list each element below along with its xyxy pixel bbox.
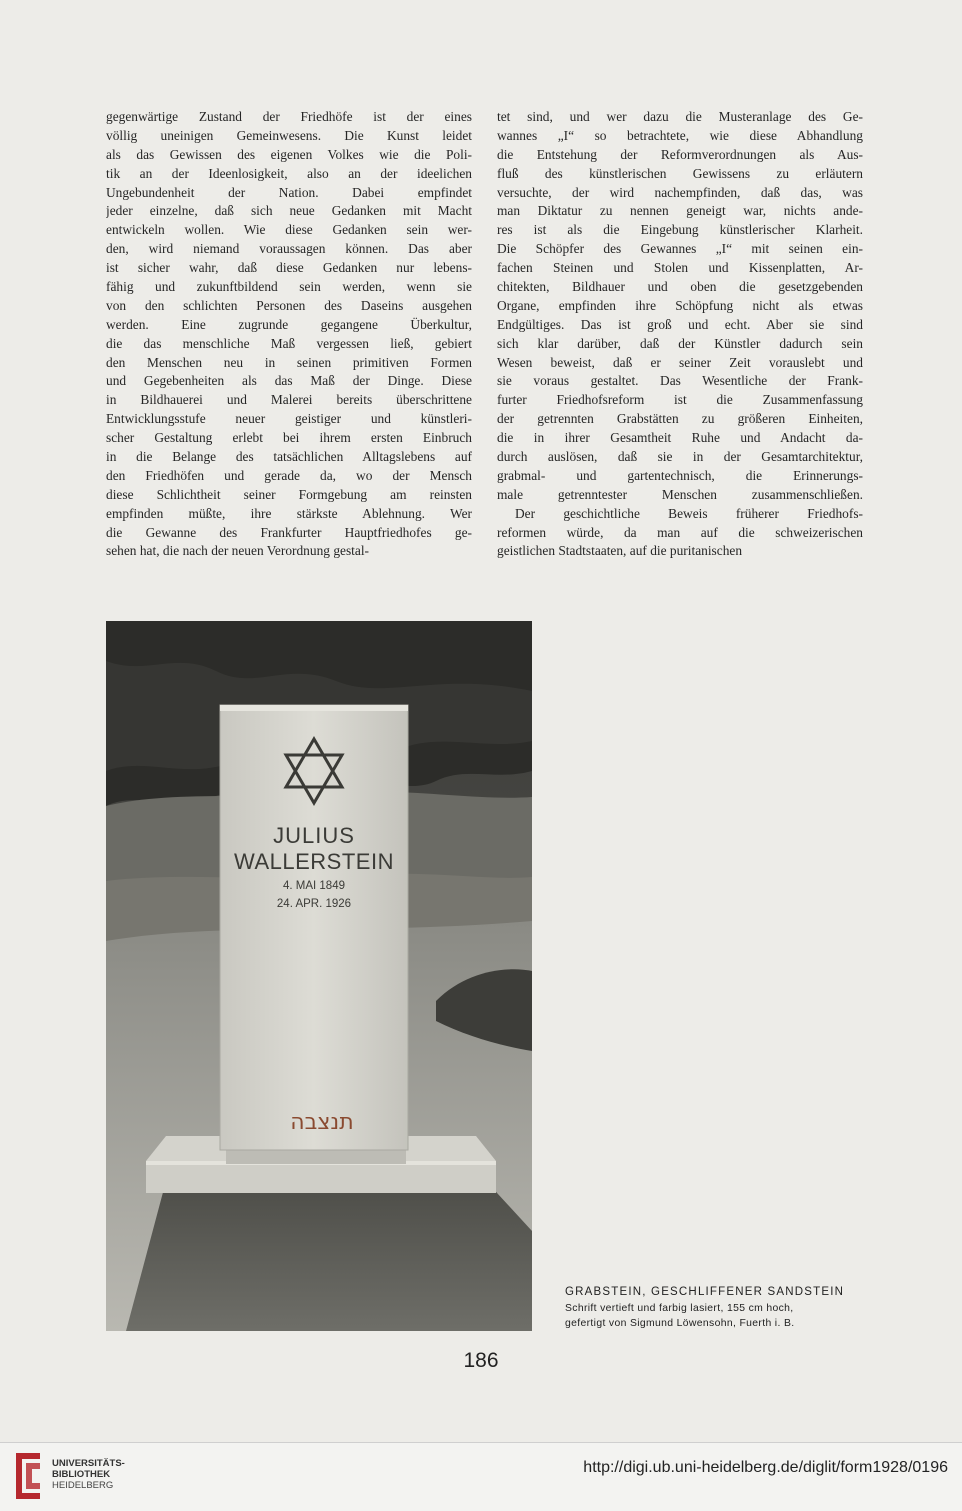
text-line: chitekten, Bildhauer und oben die gesetzgebenden	[497, 279, 863, 295]
text-line: der getrennten Grabstätten zu größeren Einheiten,	[497, 411, 863, 427]
text-line: Organe, empfinden ihre Schöpfung nicht als etwas	[497, 297, 863, 313]
text-line: sehen hat, die nach der neuen Verordnung gestal-	[106, 543, 370, 559]
text-line: Wesen beweist, daß er seiner Zeit vorauslebt und	[497, 354, 863, 370]
text-line: fähig und zukunftbildend sein werden, wenn sie	[106, 279, 472, 295]
text-line: Endgültiges. Das ist groß und echt. Aber sie sind	[497, 316, 863, 332]
text-line: in die Belange des tatsächlichen Alltagslebens auf	[106, 449, 472, 465]
text-line: geistlichen Stadtstaaten, auf die puritanischen	[497, 543, 743, 559]
stone-death-date: 24. APR. 1926	[276, 898, 352, 910]
text-line: die Gewanne des Frankfurter Hauptfriedhofes ge-	[106, 524, 472, 540]
text-line: die in ihrer Gesamtheit Ruhe und Andacht da-	[497, 430, 863, 446]
source-url-link[interactable]: http://digi.ub.uni-heidelberg.de/diglit/form1928/0196	[583, 1459, 948, 1476]
text-line: entwickeln wollen. Wie diese Gedanken sein wer-	[106, 222, 472, 238]
library-logo-text	[52, 1458, 125, 1491]
text-line: und Gegebenheiten als das Maß der Dinge. Diese	[106, 373, 472, 389]
text-line: fluß des künstlerischen Gewissens zu erläutern	[497, 165, 863, 181]
text-line: durch auslösen, daß sie in der Gesamtarchitektur,	[497, 449, 863, 465]
gravestone-photo-image	[106, 621, 532, 1331]
text-line: den, wird niemand voraussagen können. Das aber	[106, 241, 472, 257]
text-line: man Diktatur zu nennen geneigt war, nichts ande-	[497, 203, 863, 219]
text-line: sie voraus gestaltet. Das Wesentliche der Frank-	[497, 373, 863, 389]
text-line: den Menschen neu in seinen primitiven Formen	[106, 354, 472, 370]
text-line: werden. Eine zugrunde gegangene Überkultur,	[106, 316, 472, 332]
text-line: als das Gewissen des eigenen Volkes wie die Poli-	[106, 146, 472, 162]
text-line: reformen würde, da man auf die schweizerischen	[497, 524, 863, 540]
logo-line-2: BIBLIOTHEK	[52, 1469, 111, 1480]
stone-name-last: WALLERSTEIN	[234, 849, 394, 874]
text-line: die Entstehung der Reformverordnungen als Aus-	[497, 146, 863, 162]
logo-line-3: HEIDELBERG	[52, 1480, 114, 1491]
text-line: Entwicklungsstufe neuer geistiger und künstleri-	[106, 411, 472, 427]
text-line: in Bildhauerei und Malerei bereits überschrittene	[106, 392, 472, 408]
text-line: furter Friedhofsreform ist die Zusammenfassung	[497, 392, 863, 408]
stone-name-first: JULIUS	[273, 823, 355, 848]
text-line: Ungebundenheit der Nation. Dabei empfindet	[106, 184, 472, 200]
text-line: diese Schlichtheit seiner Formgebung am reinsten	[106, 486, 472, 502]
library-logo-icon	[10, 1449, 46, 1503]
text-line: jeder einzelne, daß sich neue Gedanken mit Macht	[106, 203, 472, 219]
text-line: male getrenntester Menschen zusammenschließen.	[497, 486, 863, 502]
text-line: res ist als die Eingebung künstlerischer Klarheit.	[497, 222, 863, 238]
stone-birth-date: 4. MAI 1849	[282, 880, 346, 892]
text-line: tet sind, und wer dazu die Musteranlage des Ge-	[497, 109, 863, 124]
text-line: Die Schöpfer des Gewannes „I“ mit seinen ein-	[497, 241, 863, 257]
text-line: fachen Steinen und Stolen und Kissenplatten, Ar-	[497, 260, 863, 276]
text-line: tik an der Ideenlosigkeit, also an der ideelichen	[106, 165, 472, 181]
photo-caption	[565, 1284, 865, 1331]
text-line: sich klar darüber, daß der Künstler dadurch sein	[497, 335, 863, 351]
caption-line-1: Schrift vertieft und farbig lasiert, 155 cm hoch,	[565, 1303, 794, 1314]
stone-hebrew-inscription: תנצבה	[290, 1110, 354, 1135]
logo-line-1: UNIVERSITÄTS-	[52, 1458, 125, 1469]
text-line: völlig uneinigen Gemeinwesens. Die Kunst leidet	[106, 127, 472, 143]
text-line: grabmal- und gartentechnisch, die Erinnerungs-	[497, 467, 863, 483]
text-line: scher Gestaltung erlebt bei ihrem ersten Einbruch	[106, 430, 472, 446]
text-column-left	[106, 108, 472, 561]
text-line: von den schlichten Personen des Daseins ausgehen	[106, 297, 472, 313]
library-footer	[0, 1442, 962, 1511]
text-line: die das menschliche Maß vergessen ließ, gebiert	[106, 335, 472, 351]
caption-line-2: gefertigt von Sigmund Löwensohn, Fuerth i. B.	[565, 1318, 795, 1329]
text-line: gegenwärtige Zustand der Friedhöfe ist der eines	[106, 109, 472, 124]
text-column-right	[497, 108, 863, 561]
text-line: ist sicher wahr, daß diese Gedanken nur lebens-	[106, 260, 472, 276]
caption-title: GRABSTEIN, GESCHLIFFENER SANDSTEIN	[565, 1286, 845, 1298]
text-line: Der geschichtliche Beweis früherer Friedhofs-	[515, 505, 863, 521]
page-number: 186	[463, 1349, 499, 1372]
text-line: empfinden müßte, ihre stärkste Ablehnung. Wer	[106, 505, 472, 521]
text-line: versuchte, der wird nachempfinden, daß das, was	[497, 184, 863, 200]
gravestone-photo	[106, 621, 532, 1331]
text-line: wannes „I“ so betrachtete, wie diese Abhandlung	[497, 127, 863, 143]
text-line: den Friedhöfen und gerade da, wo der Mensch	[106, 467, 472, 483]
